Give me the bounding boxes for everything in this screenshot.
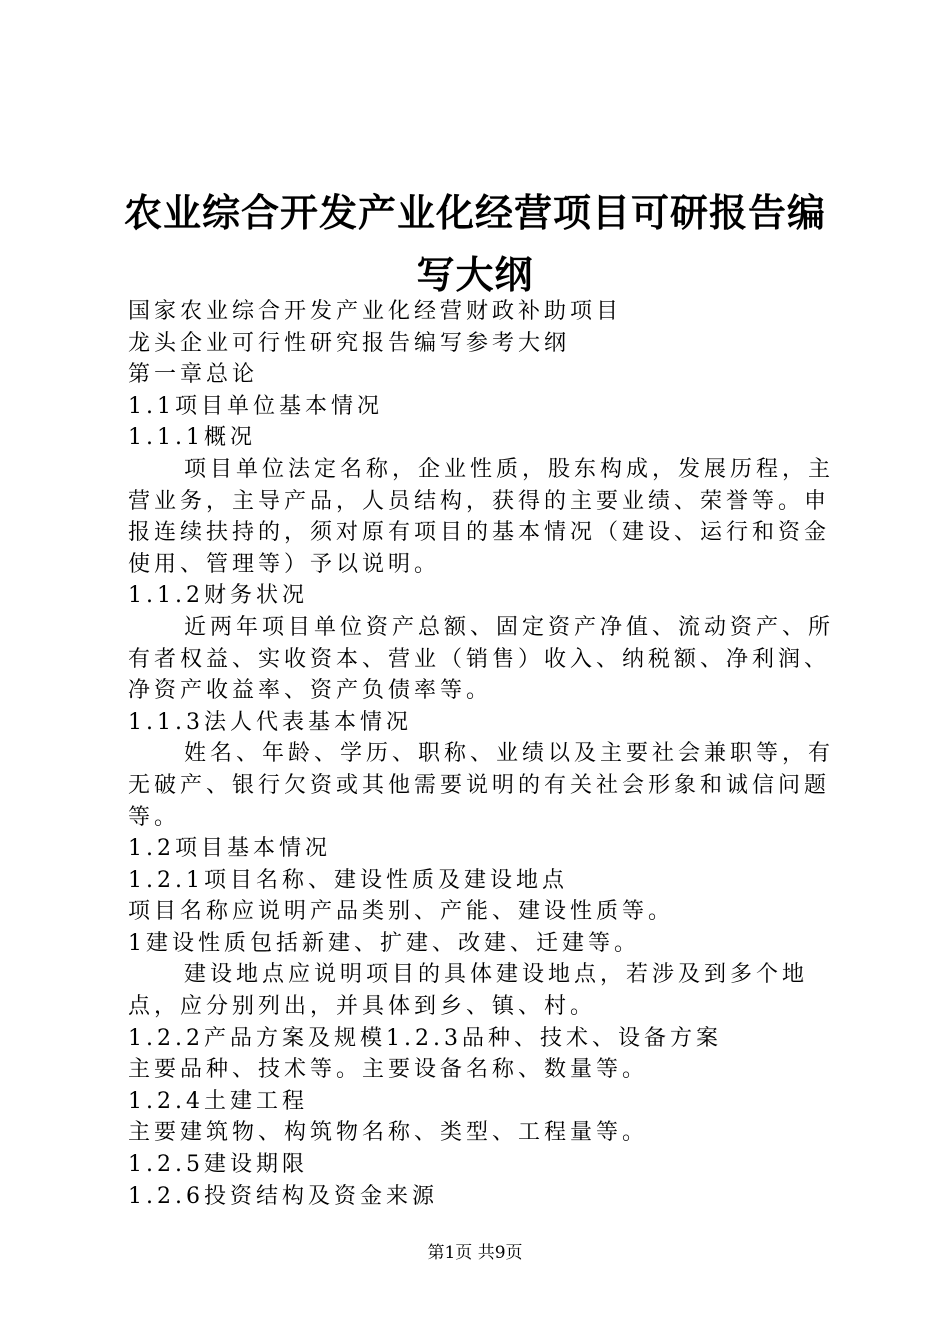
paragraph: 建设地点应说明项目的具体建设地点，若涉及到多个地点，应分别列出，并具体到乡、镇、村。 xyxy=(128,962,809,1020)
paragraph: 项目名称应说明产品类别、产能、建设性质等。 xyxy=(128,899,675,925)
paragraph: 主要品种、技术等。主要设备名称、数量等。 xyxy=(128,1057,649,1083)
subsection-heading: 1.1.2财务状况 xyxy=(128,583,308,609)
subsection-heading: 1.2.4土建工程 xyxy=(128,1088,308,1114)
document-body xyxy=(128,296,840,1212)
document-title: 农业综合开发产业化经营项目可研报告编写大纲 xyxy=(123,191,826,297)
subsection-heading: 1.2.1项目名称、建设性质及建设地点 xyxy=(128,867,568,893)
paragraph: 国家农业综合开发产业化经营财政补助项目 xyxy=(128,299,623,324)
subsection-heading: 1.2.5建设期限 xyxy=(128,1152,308,1178)
paragraph: 主要建筑物、构筑物名称、类型、工程量等。 xyxy=(128,1120,649,1146)
section-heading: 1.1项目单位基本情况 xyxy=(128,393,383,419)
paragraph: 1建设性质包括新建、扩建、改建、迁建等。 xyxy=(128,930,640,956)
chapter-heading: 第一章总论 xyxy=(128,362,259,388)
subsection-heading: 1.2.6投资结构及资金来源 xyxy=(128,1183,438,1209)
paragraph: 姓名、年龄、学历、职称、业绩以及主要社会兼职等，有无破产、银行欠资或其他需要说明的有关社会形象和诚信问题等。 xyxy=(128,741,835,830)
paragraph: 近两年项目单位资产总额、固定资产净值、流动资产、所有者权益、实收资本、营业（销售）收入、纳税额、净利润、净资产收益率、资产负债率等。 xyxy=(128,614,835,704)
section-heading: 1.2项目基本情况 xyxy=(128,836,331,862)
subsection-heading: 1.1.3法人代表基本情况 xyxy=(128,709,412,735)
page-number: 第1页 共9页 xyxy=(427,1243,523,1263)
paragraph: 龙头企业可行性研究报告编写参考大纲 xyxy=(128,330,571,356)
subsection-heading: 1.2.2产品方案及规模1.2.3品种、技术、设备方案 xyxy=(128,1025,722,1051)
subsection-heading: 1.1.1概况 xyxy=(128,425,256,451)
paragraph: 项目单位法定名称，企业性质，股东构成，发展历程，主营业务，主导产品，人员结构，获得的主要业绩、荣誉等。申报连续扶持的，须对原有项目的基本情况（建设、运行和资金使用、管理等）予以说明。 xyxy=(128,456,835,577)
